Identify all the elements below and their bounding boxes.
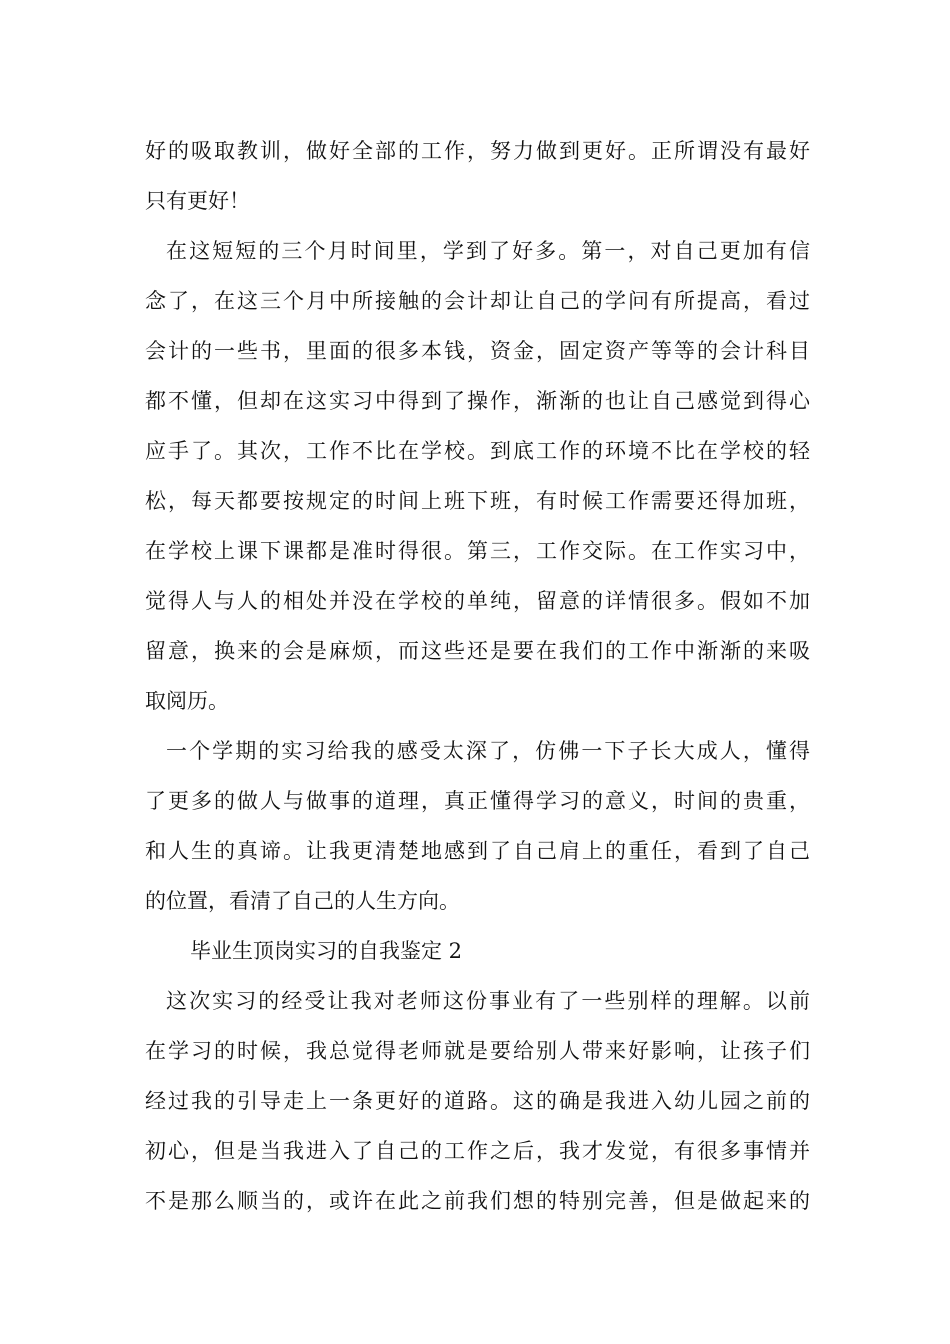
text-line: 的位置，看清了自己的人生方向。 <box>145 889 460 913</box>
paragraph-first-line: 这次实习的经受让我对老师这份事业有了一些别样的理解。以前 <box>166 989 810 1013</box>
text-line: 好的吸取教训，做好全部的工作，努力做到更好。正所谓没有最好 <box>145 139 810 163</box>
text-line: 经过我的引导走上一条更好的道路。这的确是我进入幼儿园之前的 <box>145 1089 810 1113</box>
text-line: 都不懂，但却在这实习中得到了操作，渐渐的也让自己感觉到得心 <box>145 389 810 413</box>
text-line: 在学习的时候，我总觉得老师就是要给别人带来好影响，让孩子们 <box>145 1039 810 1063</box>
paragraph-first-line: 在这短短的三个月时间里，学到了好多。第一，对自己更加有信 <box>166 239 810 263</box>
paragraph-first-line: 一个学期的实习给我的感受太深了，仿佛一下子长大成人，懂得 <box>166 739 810 763</box>
section-heading: 毕业生顶岗实习的自我鉴定 2 <box>190 939 463 963</box>
text-line: 初心，但是当我进入了自己的工作之后，我才发觉，有很多事情并 <box>145 1139 810 1163</box>
text-line: 应手了。其次，工作不比在学校。到底工作的环境不比在学校的轻 <box>145 439 810 463</box>
text-line: 觉得人与人的相处并没在学校的单纯，留意的详情很多。假如不加 <box>145 589 810 613</box>
text-line: 了更多的做人与做事的道理，真正懂得学习的意义，时间的贵重， <box>145 789 810 813</box>
text-line: 取阅历。 <box>145 689 229 713</box>
text-line: 松，每天都要按规定的时间上班下班，有时候工作需要还得加班， <box>145 489 810 513</box>
text-line: 在学校上课下课都是准时得很。第三，工作交际。在工作实习中， <box>145 539 810 563</box>
text-line: 和人生的真谛。让我更清楚地感到了自己肩上的重任，看到了自己 <box>145 839 810 863</box>
text-line: 念了，在这三个月中所接触的会计却让自己的学问有所提高，看过 <box>145 289 810 313</box>
text-line: 不是那么顺当的，或许在此之前我们想的特别完善，但是做起来的 <box>145 1189 810 1213</box>
text-line: 会计的一些书，里面的很多本钱，资金，固定资产等等的会计科目 <box>145 339 810 363</box>
text-line: 留意，换来的会是麻烦，而这些还是要在我们的工作中渐渐的来吸 <box>145 639 810 663</box>
text-line: 只有更好！ <box>145 189 250 213</box>
